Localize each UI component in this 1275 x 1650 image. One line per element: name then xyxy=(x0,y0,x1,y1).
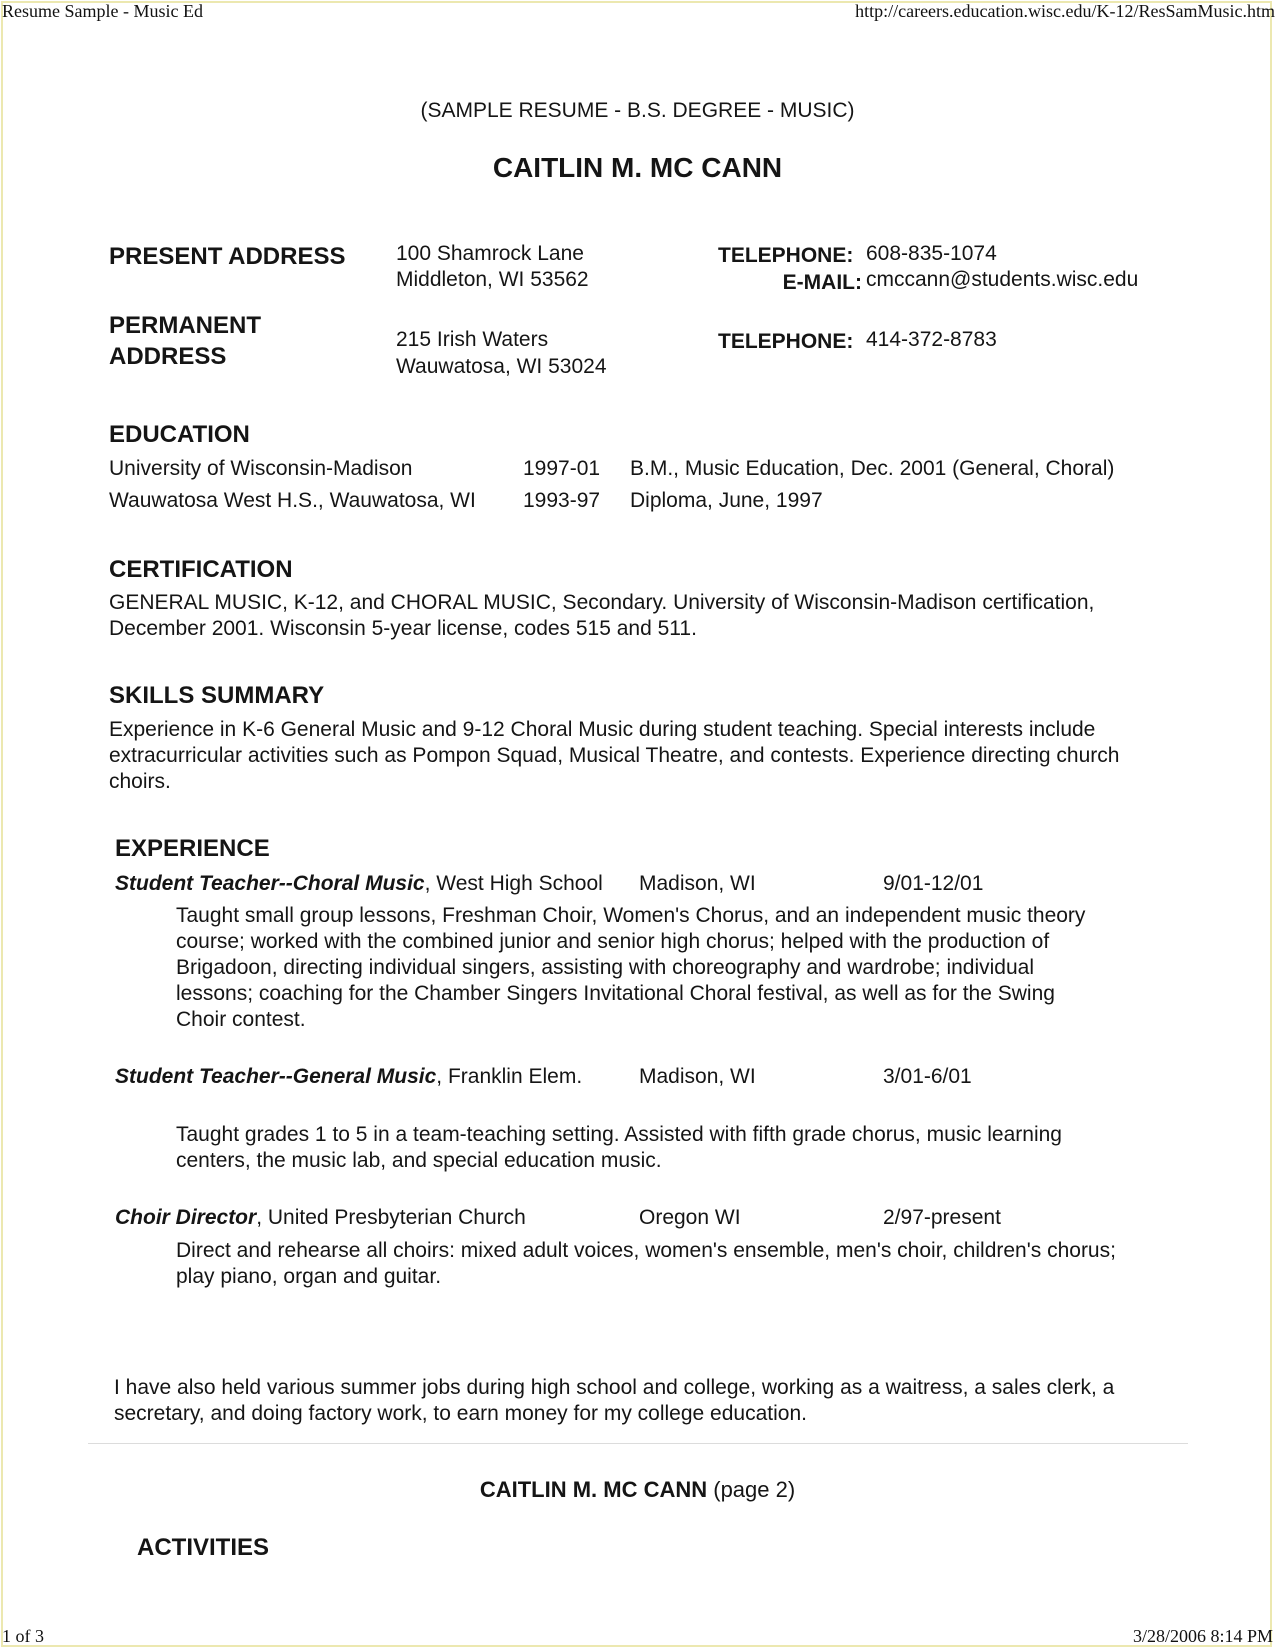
present-address-label: PRESENT ADDRESS xyxy=(109,243,346,270)
job-description: Taught grades 1 to 5 in a team-teaching setting. Assisted with fifth grade chorus, music learning centers, the music lab, and special education music. xyxy=(176,1123,1062,1172)
job-dates: 9/01-12/01 xyxy=(883,872,984,895)
certification-text: GENERAL MUSIC, K-12, and CHORAL MUSIC, Secondary. University of Wisconsin-Madison certification, December 2001. Wisconsin 5-year license, codes 515 and 511. xyxy=(109,591,1095,640)
education-school: University of Wisconsin-Madison xyxy=(109,457,413,480)
education-heading: EDUCATION xyxy=(109,421,250,448)
activities-heading: ACTIVITIES xyxy=(137,1534,270,1561)
permanent-phone-label: TELEPHONE: xyxy=(718,330,854,353)
present-address-line1: 100 Shamrock Lane xyxy=(396,242,584,265)
job-title: Choir Director xyxy=(115,1206,257,1229)
job-title: Student Teacher--General Music xyxy=(115,1065,437,1088)
education-years: 1993-97 xyxy=(523,489,601,512)
resume-name: CAITLIN M. MC CANN xyxy=(492,152,783,183)
job-org: , Franklin Elem. xyxy=(436,1065,583,1088)
education-years: 1997-01 xyxy=(523,457,601,480)
education-degree: Diploma, June, 1997 xyxy=(630,489,823,512)
job-description: Taught small group lessons, Freshman Choir, Women's Chorus, and an independent music theory course; worked with the combined junior and senior high chorus; helped with the production of Brigadoon, directing individual singers, assisting with choreography and wardrobe; individual lessons; coaching for the Chamber Singers Invitational Choral festival, as well as for the Swing Choir contest. xyxy=(176,904,1086,1031)
job-title-line xyxy=(115,871,603,897)
print-footer-timestamp: 3/28/2006 8:14 PM xyxy=(1132,1626,1273,1646)
skills-text: Experience in K-6 General Music and 9-12 Choral Music during student teaching. Special interests include extracurricular activities such as Pompon Squad, Musical Theatre, and contests. Experience directing church choirs. xyxy=(109,718,1120,793)
page2-name: CAITLIN M. MC CANN xyxy=(479,1477,708,1502)
email-value: cmccann@students.wisc.edu xyxy=(866,268,1139,291)
print-footer-page-count: 1 of 3 xyxy=(2,1626,44,1646)
skills-heading: SKILLS SUMMARY xyxy=(109,682,325,709)
page2-header xyxy=(0,1477,1275,1503)
job-dates: 2/97-present xyxy=(883,1206,1001,1229)
summer-jobs-note: I have also held various summer jobs during high school and college, working as a waitress, a sales clerk, a secretary, and doing factory work, to earn money for my college education. xyxy=(114,1376,1115,1425)
permanent-phone: 414-372-8783 xyxy=(866,328,997,351)
job-location: Oregon WI xyxy=(639,1206,741,1229)
job-description: Direct and rehearse all choirs: mixed adult voices, women's ensemble, men's choir, children's chorus; play piano, organ and guitar. xyxy=(176,1239,1116,1288)
page2-suffix: (page 2) xyxy=(707,1477,796,1502)
job-org: , West High School xyxy=(424,872,603,895)
permanent-address-line2: Wauwatosa, WI 53024 xyxy=(396,355,607,378)
permanent-address-label-2: ADDRESS xyxy=(109,343,227,370)
experience-heading: EXPERIENCE xyxy=(115,835,270,862)
print-header-title: Resume Sample - Music Ed xyxy=(2,1,203,21)
education-degree: B.M., Music Education, Dec. 2001 (General, Choral) xyxy=(630,457,1115,480)
email-label: E-MAIL: xyxy=(782,271,862,294)
education-school: Wauwatosa West H.S., Wauwatosa, WI xyxy=(109,489,476,512)
job-location: Madison, WI xyxy=(639,872,756,895)
print-header-url: http://careers.education.wisc.edu/K-12/ResSamMusic.htm xyxy=(855,1,1275,21)
present-phone: 608-835-1074 xyxy=(866,242,997,265)
job-title-line xyxy=(115,1064,582,1090)
present-phone-label: TELEPHONE: xyxy=(718,244,854,267)
permanent-address-line1: 215 Irish Waters xyxy=(396,328,549,351)
job-org: , United Presbyterian Church xyxy=(256,1206,526,1229)
certification-heading: CERTIFICATION xyxy=(109,556,293,583)
job-location: Madison, WI xyxy=(639,1065,756,1088)
job-title: Student Teacher--Choral Music xyxy=(115,872,425,895)
job-title-line xyxy=(115,1205,526,1231)
permanent-address-label-1: PERMANENT xyxy=(109,312,262,339)
present-address-line2: Middleton, WI 53562 xyxy=(396,268,589,291)
job-dates: 3/01-6/01 xyxy=(883,1065,972,1088)
page-divider xyxy=(88,1443,1188,1444)
resume-subtitle: (SAMPLE RESUME - B.S. DEGREE - MUSIC) xyxy=(420,99,855,122)
